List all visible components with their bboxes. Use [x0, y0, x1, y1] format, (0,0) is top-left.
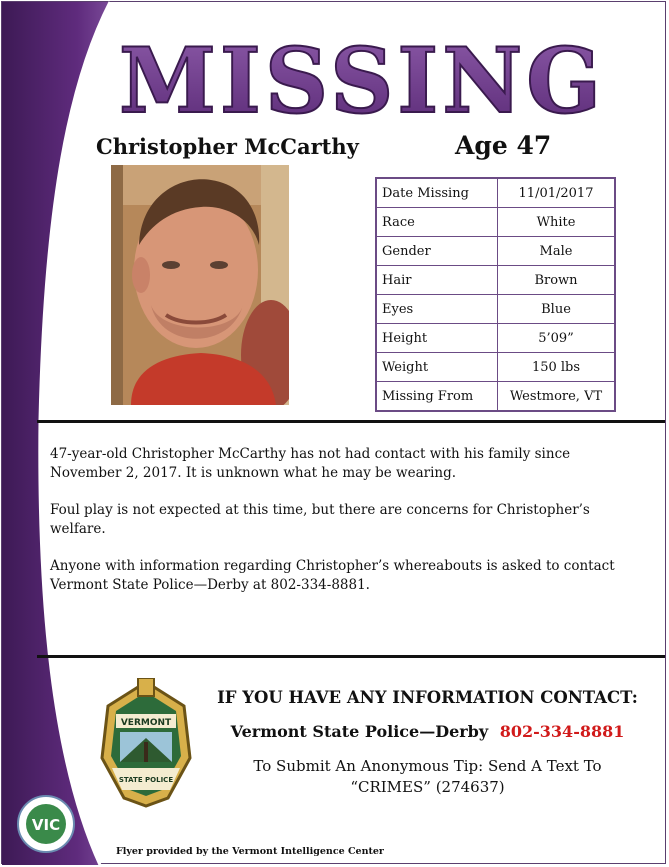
- details-row: [376, 237, 615, 266]
- details-label: Date Missing: [376, 178, 498, 208]
- svg-text:STATE POLICE: STATE POLICE: [118, 776, 174, 784]
- contact-phone[interactable]: 802-334-8881: [499, 722, 625, 741]
- person-photo: [111, 165, 289, 405]
- details-value: Blue: [498, 295, 616, 324]
- details-value: Westmore, VT: [498, 382, 616, 412]
- details-value: Male: [498, 237, 616, 266]
- vic-logo: [16, 794, 76, 854]
- details-table: [375, 177, 616, 412]
- details-value: White: [498, 208, 616, 237]
- contact-agency: Vermont State Police—Derby: [230, 722, 489, 741]
- details-row: [376, 382, 615, 412]
- description-paragraph: 47-year-old Christopher McCarthy has not had contact with his family since November 2, 2017. It is unknown what he may be wearing.: [50, 446, 571, 481]
- details-label: Hair: [376, 266, 498, 295]
- details-value: 11/01/2017: [498, 178, 616, 208]
- contact-line: [205, 722, 650, 741]
- details-value: Brown: [498, 266, 616, 295]
- details-label: Missing From: [376, 382, 498, 412]
- svg-text:VERMONT: VERMONT: [120, 718, 172, 728]
- details-label: Gender: [376, 237, 498, 266]
- description: [50, 445, 630, 613]
- details-row: [376, 266, 615, 295]
- tip-line: To Submit An Anonymous Tip: Send A Text To: [253, 757, 602, 775]
- details-row: [376, 208, 615, 237]
- svg-text:MISSING: MISSING: [119, 28, 605, 130]
- description-paragraph: Anyone with information regarding Christopher’s whereabouts is asked to contact Vermont State Police—Derby at 802-334-8881.: [50, 558, 615, 593]
- details-label: Eyes: [376, 295, 498, 324]
- tip-line: “CRIMES” (274637): [350, 778, 505, 796]
- details-label: Race: [376, 208, 498, 237]
- details-row: [376, 178, 615, 208]
- details-row: [376, 295, 615, 324]
- details-row: [376, 353, 615, 382]
- flyer-credit: Flyer provided by the Vermont Intelligence Center: [116, 846, 384, 857]
- person-name: Christopher McCarthy: [96, 134, 359, 159]
- missing-title: [112, 22, 612, 130]
- details-value: 5’09”: [498, 324, 616, 353]
- svg-text:VIC: VIC: [31, 816, 61, 834]
- contact-heading: IF YOU HAVE ANY INFORMATION CONTACT:: [217, 688, 638, 707]
- details-row: [376, 324, 615, 353]
- details-value: 150 lbs: [498, 353, 616, 382]
- description-paragraph: Foul play is not expected at this time, but there are concerns for Christopher’s welfare.: [50, 502, 590, 537]
- details-label: Weight: [376, 353, 498, 382]
- vermont-state-police-badge: [98, 678, 194, 808]
- details-label: Height: [376, 324, 498, 353]
- section-divider: [37, 420, 665, 423]
- anonymous-tip: [205, 756, 650, 798]
- section-divider: [37, 655, 665, 658]
- person-age: Age 47: [455, 131, 552, 160]
